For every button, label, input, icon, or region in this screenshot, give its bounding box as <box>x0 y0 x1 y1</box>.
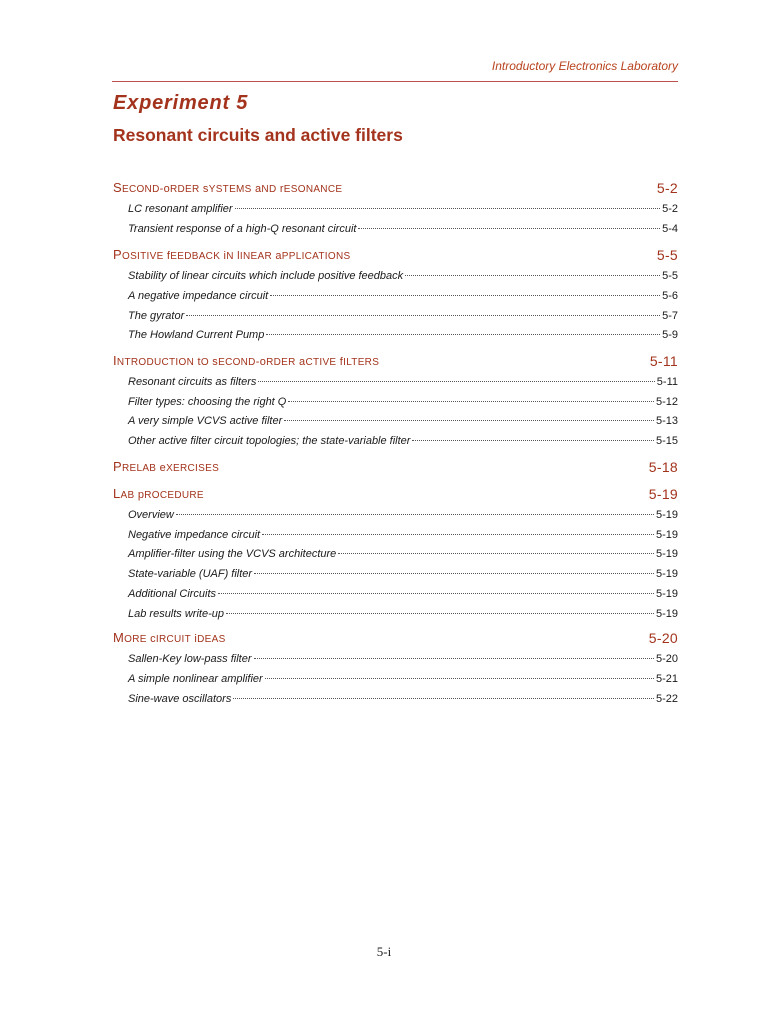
toc-entry[interactable] <box>128 223 678 239</box>
entry-page: 5-6 <box>662 290 678 302</box>
entry-page: 5-19 <box>655 608 678 620</box>
entry-title: Overview <box>128 509 174 521</box>
entry-title: Other active filter circuit topologies; the state-variable filter <box>128 435 411 447</box>
running-header <box>112 59 678 82</box>
toc-entry[interactable] <box>128 415 678 431</box>
toc-entry[interactable] <box>128 588 678 604</box>
dot-leader <box>266 334 660 335</box>
entry-title: Resonant circuits as filters <box>128 376 257 388</box>
entry-page: 5-15 <box>655 435 678 447</box>
section-page: 5-5 <box>656 247 678 263</box>
entry-title: Lab results write-up <box>128 608 224 620</box>
experiment-title: Experiment 5 <box>113 92 249 114</box>
entry-page: 5-13 <box>655 415 678 427</box>
toc-section[interactable] <box>113 351 678 371</box>
toc-entry[interactable] <box>128 608 678 624</box>
entry-page: 5-20 <box>655 653 678 665</box>
dot-leader <box>338 553 654 554</box>
toc-entry[interactable] <box>128 653 678 669</box>
entry-page: 5-19 <box>655 588 678 600</box>
section-page: 5-18 <box>648 459 678 475</box>
entry-page: 5-21 <box>655 673 678 685</box>
toc-entry[interactable] <box>128 568 678 584</box>
entry-page: 5-19 <box>655 548 678 560</box>
section-page: 5-11 <box>649 353 678 369</box>
entry-page: 5-2 <box>662 203 678 215</box>
dot-leader <box>405 275 660 276</box>
dot-leader <box>258 381 654 382</box>
entry-title: Additional Circuits <box>128 588 217 600</box>
entry-title: Filter types: choosing the right Q <box>128 396 287 408</box>
dot-leader <box>176 514 654 515</box>
dot-leader <box>262 534 654 535</box>
dot-leader <box>226 613 654 614</box>
dot-leader <box>235 208 661 209</box>
entry-title: A very simple VCVS active filter <box>128 415 283 427</box>
section-title: MORE cIRCUIT iDEAS <box>113 630 226 645</box>
entry-page: 5-12 <box>655 396 678 408</box>
section-page: 5-2 <box>656 180 678 196</box>
entry-page: 5-4 <box>662 223 678 235</box>
section-title: PRELAB eXERCISES <box>113 459 220 474</box>
entry-title: Negative impedance circuit <box>128 529 261 541</box>
dot-leader <box>233 698 654 699</box>
section-page: 5-19 <box>648 486 678 502</box>
dot-leader <box>265 678 654 679</box>
toc-entry[interactable] <box>128 290 678 306</box>
section-title: LAB pROCEDURE <box>113 486 204 501</box>
entry-title: A simple nonlinear amplifier <box>128 673 263 685</box>
entry-page: 5-22 <box>655 693 678 705</box>
entry-page: 5-19 <box>655 568 678 580</box>
entry-title: The Howland Current Pump <box>128 329 265 341</box>
section-title: POSITIVE fEEDBACK iN lINEAR aPPLICATIONS <box>113 247 351 262</box>
dot-leader <box>254 573 654 574</box>
entry-page: 5-7 <box>662 310 678 322</box>
section-title: SECOND-oRDER sYSTEMS aND rESONANCE <box>113 180 343 195</box>
dot-leader <box>358 228 660 229</box>
header-title: Introductory Electronics Laboratory <box>491 59 678 73</box>
toc-entry[interactable] <box>128 376 678 392</box>
toc-entry[interactable] <box>128 270 678 286</box>
section-title: INTRODUCTION tO sECOND-oRDER aCTIVE fILTERS <box>113 353 380 368</box>
dot-leader <box>254 658 654 659</box>
entry-page: 5-9 <box>662 329 678 341</box>
toc-entry[interactable] <box>128 329 678 345</box>
dot-leader <box>186 315 660 316</box>
toc-entry[interactable] <box>128 548 678 564</box>
entry-title: A negative impedance circuit <box>128 290 269 302</box>
toc-section[interactable] <box>113 178 678 198</box>
toc-entry[interactable] <box>128 693 678 709</box>
toc-section[interactable] <box>113 484 678 504</box>
entry-page: 5-19 <box>655 529 678 541</box>
dot-leader <box>218 593 654 594</box>
entry-title: Stability of linear circuits which include positive feedback <box>128 270 404 282</box>
entry-title: Transient response of a high-Q resonant circuit <box>128 223 357 235</box>
entry-title: Amplifier-filter using the VCVS architecture <box>128 548 337 560</box>
entry-page: 5-5 <box>662 270 678 282</box>
page-subtitle: Resonant circuits and active filters <box>113 125 403 145</box>
page-number: 5-i <box>376 944 392 959</box>
toc-entry[interactable] <box>128 673 678 689</box>
entry-title: LC resonant amplifier <box>128 203 233 215</box>
toc-entry[interactable] <box>128 203 678 219</box>
entry-title: Sallen-Key low-pass filter <box>128 653 252 665</box>
entry-title: The gyrator <box>128 310 185 322</box>
entry-page: 5-11 <box>656 376 678 388</box>
toc-entry[interactable] <box>128 529 678 545</box>
dot-leader <box>284 420 654 421</box>
toc-section[interactable] <box>113 245 678 265</box>
toc-entry[interactable] <box>128 396 678 412</box>
dot-leader <box>288 401 654 402</box>
toc-section[interactable] <box>113 457 678 477</box>
toc-entry[interactable] <box>128 435 678 451</box>
section-page: 5-20 <box>648 630 678 646</box>
entry-page: 5-19 <box>655 509 678 521</box>
dot-leader <box>412 440 654 441</box>
toc-entry[interactable] <box>128 310 678 326</box>
toc-section[interactable] <box>113 628 678 648</box>
entry-title: State-variable (UAF) filter <box>128 568 253 580</box>
toc-entry[interactable] <box>128 509 678 525</box>
dot-leader <box>270 295 660 296</box>
entry-title: Sine-wave oscillators <box>128 693 232 705</box>
